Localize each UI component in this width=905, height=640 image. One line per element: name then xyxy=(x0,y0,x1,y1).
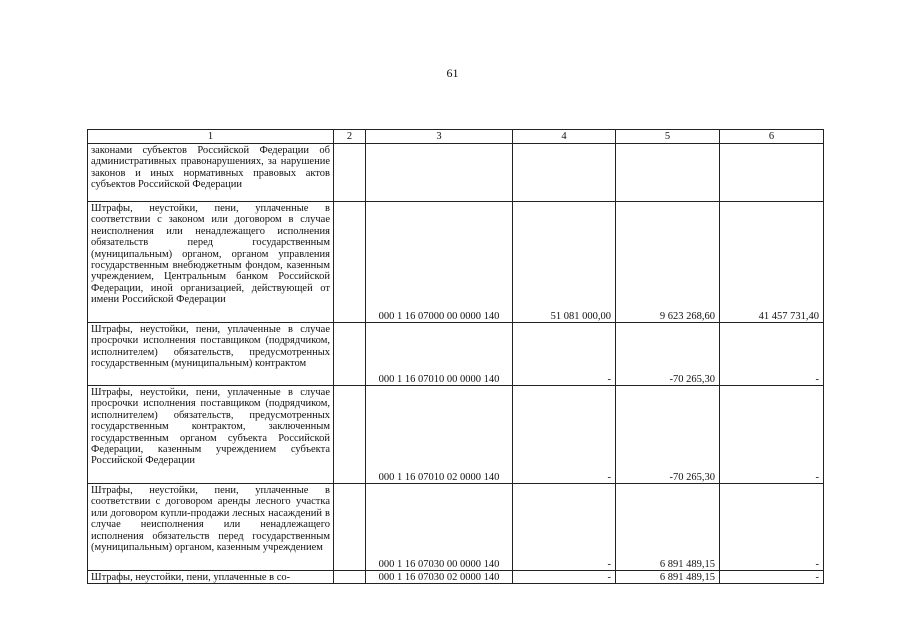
row-approved: - xyxy=(513,484,616,571)
row-col2 xyxy=(334,386,366,484)
row-executed: 6 891 489,15 xyxy=(616,484,720,571)
column-header: 4 xyxy=(513,130,616,144)
row-executed: -70 265,30 xyxy=(616,323,720,386)
row-code xyxy=(366,144,513,202)
table-row xyxy=(88,323,824,386)
row-code: 000 1 16 07030 02 0000 140 xyxy=(366,571,513,584)
row-remaining: - xyxy=(720,484,824,571)
table-row xyxy=(88,484,824,571)
row-remaining xyxy=(720,144,824,202)
budget-table xyxy=(87,129,824,584)
row-description: Штрафы, неустойки, пени, уплаченные в случае просрочки исполнения поставщиком (подрядчиком, исполнителем) обязательств, предусмотренных государственным (муниципальным) контрактом xyxy=(88,323,334,386)
row-code: 000 1 16 07010 02 0000 140 xyxy=(366,386,513,484)
row-col2 xyxy=(334,571,366,584)
row-executed: 6 891 489,15 xyxy=(616,571,720,584)
row-approved: - xyxy=(513,571,616,584)
table-header-row xyxy=(88,130,824,144)
table-row xyxy=(88,571,824,584)
row-description xyxy=(88,571,334,584)
table-row xyxy=(88,386,824,484)
row-remaining: 41 457 731,40 xyxy=(720,202,824,323)
row-executed: 9 623 268,60 xyxy=(616,202,720,323)
row-code: 000 1 16 07030 00 0000 140 xyxy=(366,484,513,571)
row-description: Штрафы, неустойки, пени, уплаченные в случае просрочки исполнения поставщиком (подрядчиком, исполнителем) обязательств, предусмотренных государственным контрактом, заключенным государственным органом субъекта Российской Федерации, казенным учреждением субъекта Российской Федерации xyxy=(88,386,334,484)
row-description: законами субъектов Российской Федерации об административных правонарушениях, за нарушение законов и иных нормативных правовых актов субъектов Российской Федерации xyxy=(88,144,334,202)
row-description: Штрафы, неустойки, пени, уплаченные в соответствии с договором аренды лесного участка или договором купли-продажи лесных насаждений в случае неисполнения или ненадлежащего исполнения обязательств перед государственным (муниципальным) органом, казенным учреждением xyxy=(88,484,334,571)
table-row xyxy=(88,202,824,323)
column-header: 5 xyxy=(616,130,720,144)
row-col2 xyxy=(334,144,366,202)
row-approved xyxy=(513,144,616,202)
row-description-text: Штрафы, неустойки, пени, уплаченные в со- xyxy=(91,572,291,583)
row-executed: -70 265,30 xyxy=(616,386,720,484)
row-remaining: - xyxy=(720,571,824,584)
row-approved: - xyxy=(513,323,616,386)
row-approved: - xyxy=(513,386,616,484)
row-executed xyxy=(616,144,720,202)
row-description: Штрафы, неустойки, пени, уплаченные в соответствии с законом или договором в случае неисполнения или ненадлежащего исполнения обязательств перед государственным (муниципальным) органом, органом управления государственным внебюджетным фондом, казенным учреждением, Центральным банком Российской Федерации, иной организацией, действующей от имени Российской Федерации xyxy=(88,202,334,323)
page-number: 61 xyxy=(446,66,459,80)
row-remaining: - xyxy=(720,323,824,386)
column-header: 3 xyxy=(366,130,513,144)
row-approved: 51 081 000,00 xyxy=(513,202,616,323)
row-code: 000 1 16 07010 00 0000 140 xyxy=(366,323,513,386)
row-col2 xyxy=(334,202,366,323)
row-col2 xyxy=(334,484,366,571)
column-header: 1 xyxy=(88,130,334,144)
column-header: 2 xyxy=(334,130,366,144)
column-header: 6 xyxy=(720,130,824,144)
row-code: 000 1 16 07000 00 0000 140 xyxy=(366,202,513,323)
row-remaining: - xyxy=(720,386,824,484)
row-col2 xyxy=(334,323,366,386)
table-row xyxy=(88,144,824,202)
